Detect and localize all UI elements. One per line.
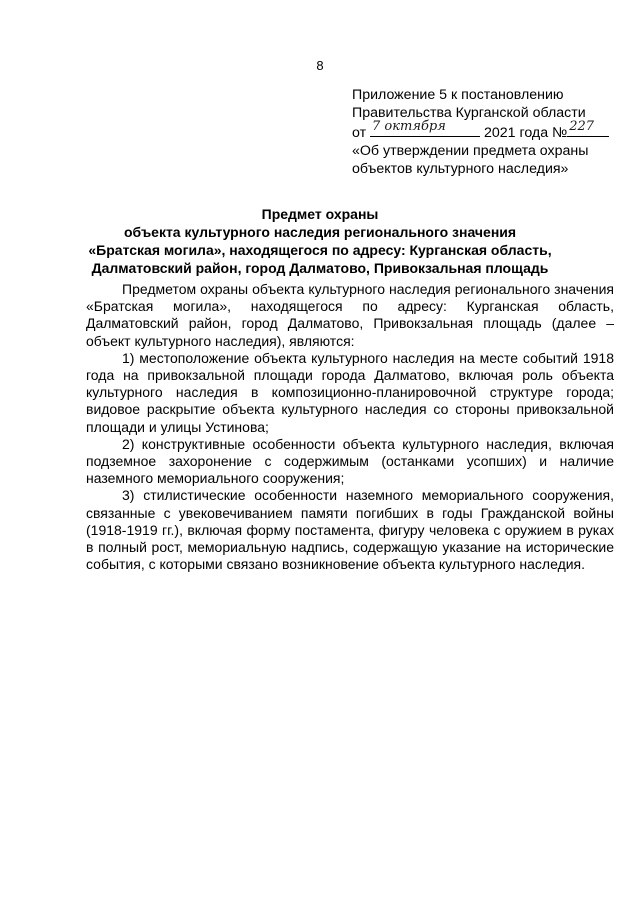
page-number: 8 xyxy=(316,58,324,73)
title-line-1: Предмет охраны xyxy=(261,206,379,222)
appendix-year-text: 2021 года № xyxy=(483,125,568,141)
number-field xyxy=(567,119,609,137)
appendix-block xyxy=(352,86,614,178)
handwritten-number: 227 xyxy=(569,119,595,134)
paragraph-item-3: 3) стилистические особенности наземного мемориального сооружения, связанные с увековечиванием памяти погибших в годы Гражданской войны (1918-1919 гг.), включая форму постамента, фигуру человека с оружием в руках в полный рост, мемориальную надпись, содержащую указание на исторические события, с которыми связано возникновение объекта культурного наследия. xyxy=(86,487,614,573)
date-field xyxy=(370,119,480,137)
appendix-line-5: объектов культурного наследия» xyxy=(352,161,569,177)
appendix-line-1: Приложение 5 к постановлению xyxy=(352,87,564,103)
title-line-3: «Братская могила», находящегося по адресу: Курганская область, xyxy=(88,242,552,258)
handwritten-date: 7 октября xyxy=(372,119,446,134)
paragraph-item-1: 1) местоположение объекта культурного наследия на месте событий 1918 года на привокзальной площади города Далматово, включая роль объекта культурного наследия в композиционно-планировочной структуре города; видовое раскрытие объекта культурного наследия со стороны привокзальной площади и улицы Устинова; xyxy=(86,349,614,435)
appendix-date-line xyxy=(352,119,614,142)
paragraph-intro: Предметом охраны объекта культурного наследия регионального значения «Братская могила», находящегося по адресу: Курганская область, Далматовский район, город Далматово, Привокзальная площадь (далее – объект культурного наследия), являются: xyxy=(86,281,614,349)
title-line-4: Далматовский район, город Далматово, Привокзальная площадь xyxy=(91,260,549,276)
appendix-line-4: «Об утверждении предмета охраны xyxy=(352,143,589,159)
document-title xyxy=(40,205,600,277)
appendix-line-2: Правительства Курганской области xyxy=(352,105,586,121)
paragraph-item-2: 2) конструктивные особенности объекта культурного наследия, включая подземное захоронение с содержимым (останками усопших) и наличие наземного мемориального сооружения; xyxy=(86,435,614,487)
title-line-2: объекта культурного наследия регионального значения xyxy=(123,224,517,240)
document-body xyxy=(86,281,614,573)
appendix-from-prefix: от xyxy=(352,125,367,141)
